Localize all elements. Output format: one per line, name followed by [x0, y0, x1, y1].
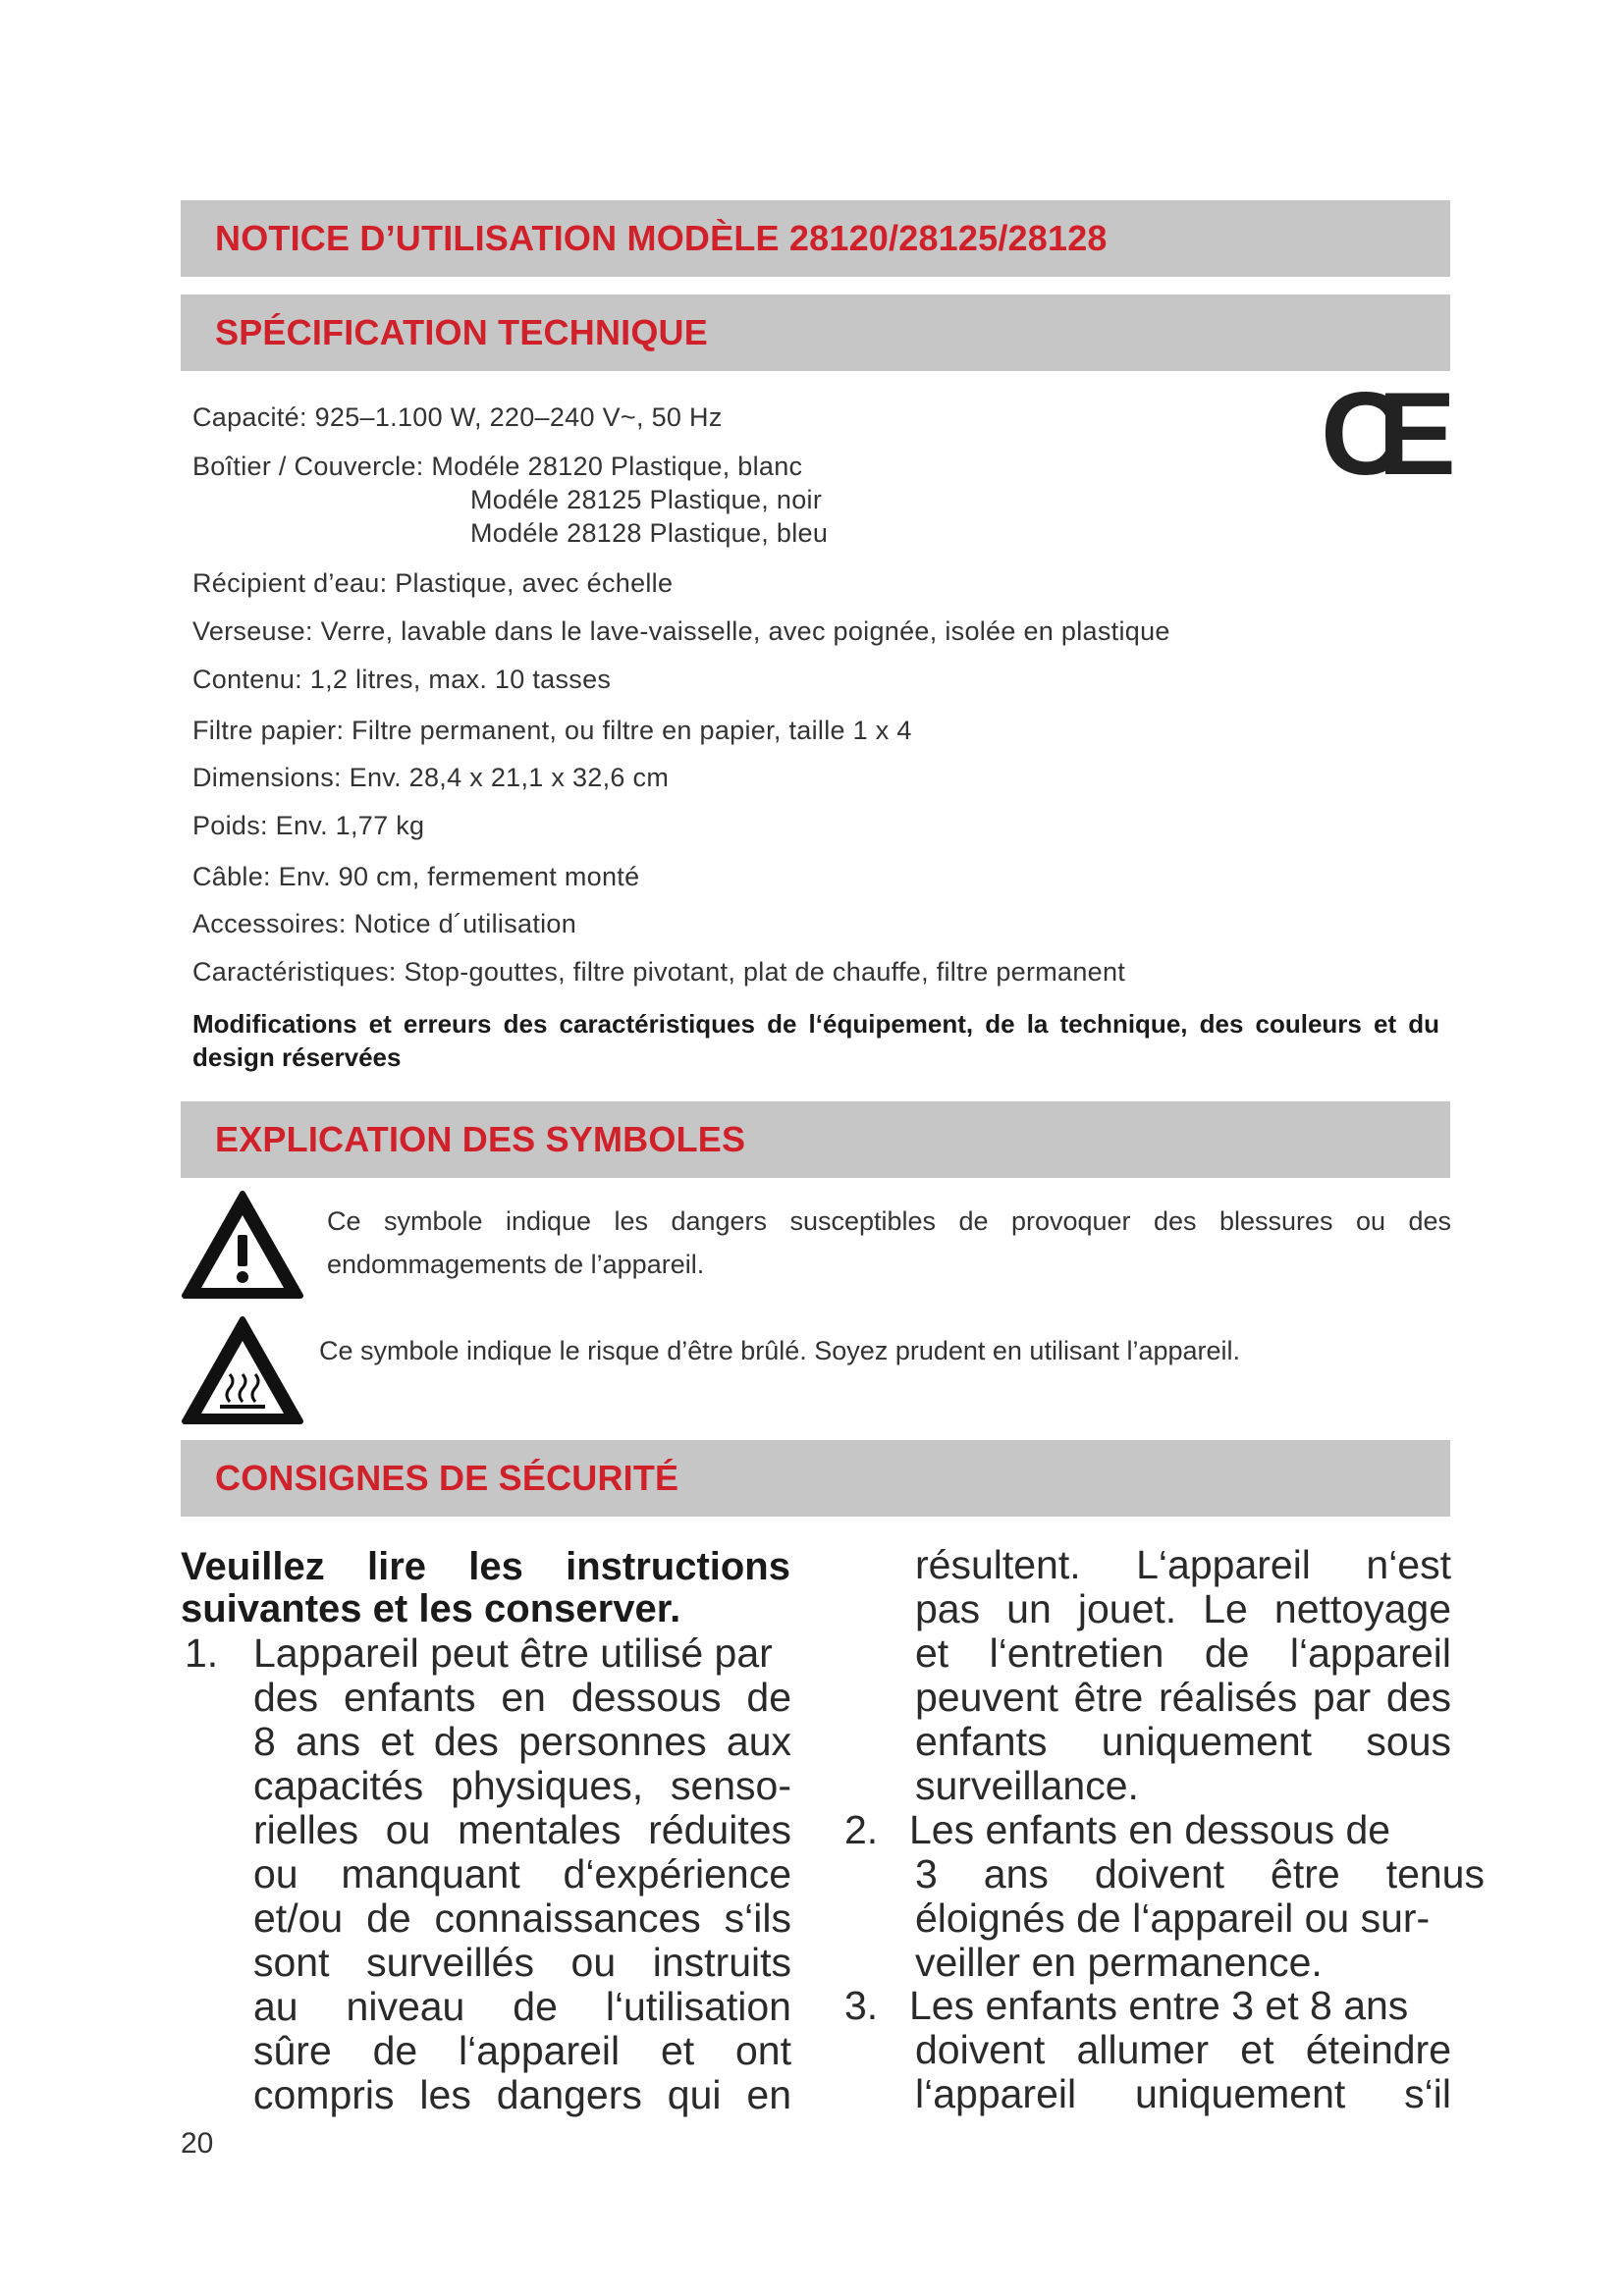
spec-cable: Câble: Env. 90 cm, fermement monté — [192, 862, 640, 891]
item-1-cont-line-5: enfants uniquement sous — [915, 1719, 1451, 1764]
item-2-text — [909, 1808, 1485, 1852]
item-2-text-cont — [915, 1852, 1485, 1985]
safety-lead-line-1: Veuillez lire les instructions — [181, 1545, 790, 1588]
spec-capacite: Capacité: 925–1.100 W, 220–240 V~, 50 Hz — [192, 402, 723, 432]
item-2-line-3: éloignés de l‘appareil ou sur- — [915, 1896, 1431, 1941]
spec-poids: Poids: Env. 1,77 kg — [192, 811, 425, 840]
danger-symbol-text-2: endommagements de l’appareil. — [327, 1250, 705, 1279]
title-header — [181, 200, 1450, 277]
item-1-number: 1. — [185, 1630, 219, 1676]
ce-mark-text: CE — [1321, 378, 1456, 486]
item-3-line-2: doivent allumer et éteindre — [915, 2027, 1451, 2072]
item-1-line-8: sont surveillés ou instruits — [253, 1940, 791, 1985]
item-1-line-2: des enfants en dessous de — [253, 1675, 791, 1720]
burn-symbol-text: Ce symbole indique le risque d’être brûlé. Soyez prudent en utilisant l’appareil. — [319, 1336, 1241, 1365]
danger-symbol-text-1: Ce symbole indique les dangers susceptibles de provoquer des blessures ou des — [327, 1206, 1451, 1236]
safety-header-text: CONSIGNES DE SÉCURITÉ — [215, 1458, 679, 1498]
item-1-line-1: Lappareil peut être utilisé par — [253, 1630, 773, 1676]
danger-warning-icon — [181, 1190, 304, 1300]
spec-boitier-3: Modéle 28128 Plastique, bleu — [470, 518, 829, 548]
item-2-number: 2. — [844, 1807, 879, 1852]
spec-filtre: Filtre papier: Filtre permanent, ou filtre en papier, taille 1 x 4 — [192, 716, 912, 745]
item-3-line-1: Les enfants entre 3 et 8 ans — [909, 1983, 1409, 2028]
item-1-line-5: rielles ou mentales réduites — [253, 1807, 791, 1852]
item-1-line-11: compris les dangers qui en — [253, 2072, 791, 2117]
item-1-line-7: et/ou de connaissances s‘ils — [253, 1896, 791, 1941]
item-1-cont-line-4: peuvent être réalisés par des — [915, 1675, 1451, 1720]
item-1-cont-line-2: pas un jouet. Le nettoyage — [915, 1586, 1451, 1631]
item-3-text — [909, 1984, 1408, 2028]
spec-caracteristiques: Caractéristiques: Stop-gouttes, filtre pivotant, plat de chauffe, filtre permanent — [192, 957, 1126, 987]
item-2-line-4: veiller en permanence. — [915, 1940, 1323, 1985]
spec-header — [181, 294, 1450, 371]
item-1-cont-line-6: surveillance. — [915, 1763, 1139, 1808]
spec-boitier: Boîtier / Couvercle: Modéle 28120 Plastique, blanc — [192, 452, 803, 481]
item-1-continuation — [915, 1543, 1451, 1808]
item-1-line-4: capacités physiques, senso- — [253, 1763, 791, 1808]
spec-recipient: Récipient d’eau: Plastique, avec échelle — [192, 568, 674, 598]
item-1-cont-line-1: résultent. L‘appareil n‘est — [915, 1542, 1451, 1587]
spec-header-text: SPÉCIFICATION TECHNIQUE — [215, 312, 708, 352]
item-2-line-1: Les enfants en dessous de — [909, 1807, 1391, 1852]
safety-header — [181, 1440, 1450, 1517]
item-3-line-3: l‘appareil uniquement s‘il — [915, 2071, 1451, 2116]
ce-mark-icon — [1321, 378, 1458, 486]
title-text: NOTICE D’UTILISATION MODÈLE 28120/28125/28128 — [215, 218, 1108, 258]
item-1-text — [253, 1631, 791, 2117]
symbols-header-text: EXPLICATION DES SYMBOLES — [215, 1119, 746, 1159]
page-number: 20 — [181, 2127, 214, 2160]
spec-verseuse: Verseuse: Verre, lavable dans le lave-vaisselle, avec poignée, isolée en plastique — [192, 616, 1170, 646]
hot-surface-warning-icon — [181, 1315, 304, 1425]
safety-lead-line-2: suivantes et les conserver. — [181, 1587, 681, 1630]
item-1-line-10: sûre de l‘appareil et ont — [253, 2028, 791, 2073]
spec-accessoires: Accessoires: Notice d´utilisation — [192, 909, 577, 938]
item-1-line-3: 8 ans et des personnes aux — [253, 1719, 791, 1764]
item-3-number: 3. — [844, 1983, 879, 2028]
item-1-cont-line-3: et l‘entretien de l‘appareil — [915, 1630, 1451, 1676]
item-2-line-2: 3 ans doivent être tenus — [915, 1851, 1485, 1896]
spec-boitier-2: Modéle 28125 Plastique, noir — [470, 485, 823, 514]
item-1-line-6: ou manquant d‘expérience — [253, 1851, 791, 1896]
spec-contenu: Contenu: 1,2 litres, max. 10 tasses — [192, 665, 612, 694]
spec-dimensions: Dimensions: Env. 28,4 x 21,1 x 32,6 cm — [192, 763, 670, 792]
item-3-text-cont — [915, 2028, 1451, 2116]
symbols-header — [181, 1101, 1450, 1178]
item-1-line-9: au niveau de l‘utilisation — [253, 1984, 791, 2029]
modifications-note: Modifications et erreurs des caractéristiques de l‘équipement, de la technique, des couleurs et du design réservées — [192, 1009, 1439, 1072]
